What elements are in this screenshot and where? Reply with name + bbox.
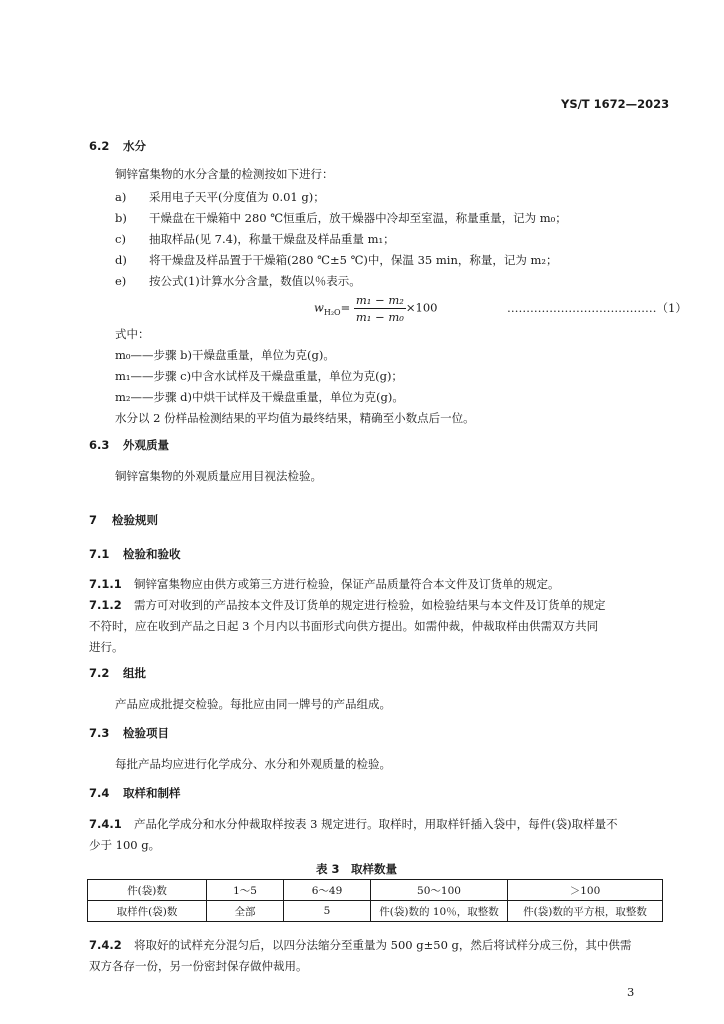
section-title: 取样和制样 [123,786,181,800]
clause-text: 产品化学成分和水分仲裁取样按表 3 规定进行。取样时，用取样钎插入袋中，每件(袋)取样量不 [134,817,618,831]
section-heading-6-3 [89,437,169,453]
table-cell: 件(袋)数的 10％，取整数 [371,901,508,922]
list-label: d) [115,253,127,267]
clause-text: 双方各存一份，另一份密封保存做仲裁用。 [89,959,308,973]
where-item: m₁——步骤 c)中含水试样及干燥盘重量，单位为克(g)； [115,369,403,383]
list-text: 采用电子天平(分度值为 0.01 g)； [149,190,325,204]
list-text: 按公式(1)计算水分含量，数值以％表示。 [149,274,361,288]
where-label: 式中： [115,327,150,341]
section-title: 检验项目 [123,726,169,740]
clause-text: 进行。 [89,640,124,654]
list-label: c) [115,232,126,246]
where-item: m₀——步骤 b)干燥盘重量，单位为克(g)。 [115,348,335,362]
page-number: 3 [627,985,635,999]
formula-lhs: w [314,300,324,315]
section-number: 6.3 [89,438,110,452]
section-number: 7.4 [89,786,110,800]
section-heading-6-2 [89,138,146,154]
list-item [115,252,558,268]
section-title: 外观质量 [123,438,169,452]
formula [314,293,437,324]
table-cell: 50～100 [371,880,508,901]
section-heading-7-1 [89,546,181,562]
paragraph: 铜锌富集物的水分含量的检测按如下进行： [115,167,334,181]
section-number: 7.3 [89,726,110,740]
formula-denominator: m₁ − m₀ [355,310,404,324]
table-cell: 1～5 [207,880,284,901]
clause-text: 需方可对收到的产品按本文件及订货单的规定进行检验，如检验结果与本文件及订货单的规定 [134,598,606,612]
section-title: 水分 [123,139,146,153]
paragraph: 产品应成批提交检验。每批应由同一牌号的产品组成。 [115,697,391,711]
paragraph [89,576,560,592]
table-cell: 5 [284,901,371,922]
formula-fraction [354,293,406,324]
section-title: 检验和验收 [123,547,181,561]
section-heading-7-2 [89,665,146,681]
list-label: a) [115,190,127,204]
table-cell: ＞100 [508,880,663,901]
clause-number: 7.1.2 [89,598,122,612]
section-heading-7-4 [89,785,181,801]
table-cell: 件(袋)数的平方根，取整数 [508,901,663,922]
clause-text: 不符时，应在收到产品之日起 3 个月内以书面形式向供方提出。如需仲裁，仲裁取样由供需双方共同 [89,619,599,633]
paragraph: 每批产品均应进行化学成分、水分和外观质量的检验。 [115,757,391,771]
clause-number: 7.4.2 [89,938,122,952]
doc-code: YS/T 1672—2023 [561,97,670,111]
table-row [88,880,663,901]
formula-eq: = [340,300,351,315]
clause-text: 将取好的试样充分混匀后，以四分法缩分至重量为 500 g±50 g，然后将试样分成三份，其中供需 [134,938,632,952]
chapter-title: 检验规则 [112,513,158,527]
table-row [88,901,663,922]
paragraph [89,816,618,832]
list-item [115,189,325,205]
list-item [115,210,567,226]
formula-times: ×100 [405,300,438,315]
table-cell: 6～49 [284,880,371,901]
clause-number: 7.1.1 [89,577,122,591]
list-item [115,231,395,247]
paragraph: 铜锌富集物的外观质量应用目视法检验。 [115,469,322,483]
clause-text: 少于 100 g。 [89,838,161,852]
clause-text: 铜锌富集物应由供方或第三方进行检验，保证产品质量符合本文件及订货单的规定。 [134,577,560,591]
sampling-table [87,879,663,922]
formula-lhs-sub: H₂O [323,307,341,317]
section-number: 7.1 [89,547,110,561]
section-number: 7.2 [89,666,110,680]
chapter-number: 7 [89,513,98,527]
table-cell: 件(袋)数 [88,880,207,901]
list-text: 将干燥盘及样品置于干燥箱(280 ℃±5 ℃)中，保温 35 min，称量，记为 m₂； [149,253,558,267]
chapter-heading-7 [89,512,158,528]
table-cell: 取样件(袋)数 [88,901,207,922]
paragraph [89,597,606,613]
section-title: 组批 [123,666,146,680]
clause-number: 7.4.1 [89,817,122,831]
list-item [115,273,361,289]
table-cell: 全部 [207,901,284,922]
formula-number: …………………………………（1） [507,301,687,315]
table-caption: 表 3 取样数量 [316,862,398,876]
where-item: m₂——步骤 d)中烘干试样及干燥盘重量，单位为克(g)。 [115,390,404,404]
formula-numerator: m₁ − m₂ [355,293,404,307]
list-label: e) [115,274,127,288]
section-heading-7-3 [89,725,169,741]
list-text: 抽取样品(见 7.4)，称量干燥盘及样品重量 m₁； [149,232,395,246]
paragraph [89,937,631,953]
list-text: 干燥盘在干燥箱中 280 ℃恒重后，放干燥器中冷却至室温，称量重量，记为 m₀； [149,211,567,225]
list-label: b) [115,211,127,225]
section-number: 6.2 [89,139,110,153]
paragraph: 水分以 2 份样品检测结果的平均值为最终结果，精确至小数点后一位。 [115,411,475,425]
